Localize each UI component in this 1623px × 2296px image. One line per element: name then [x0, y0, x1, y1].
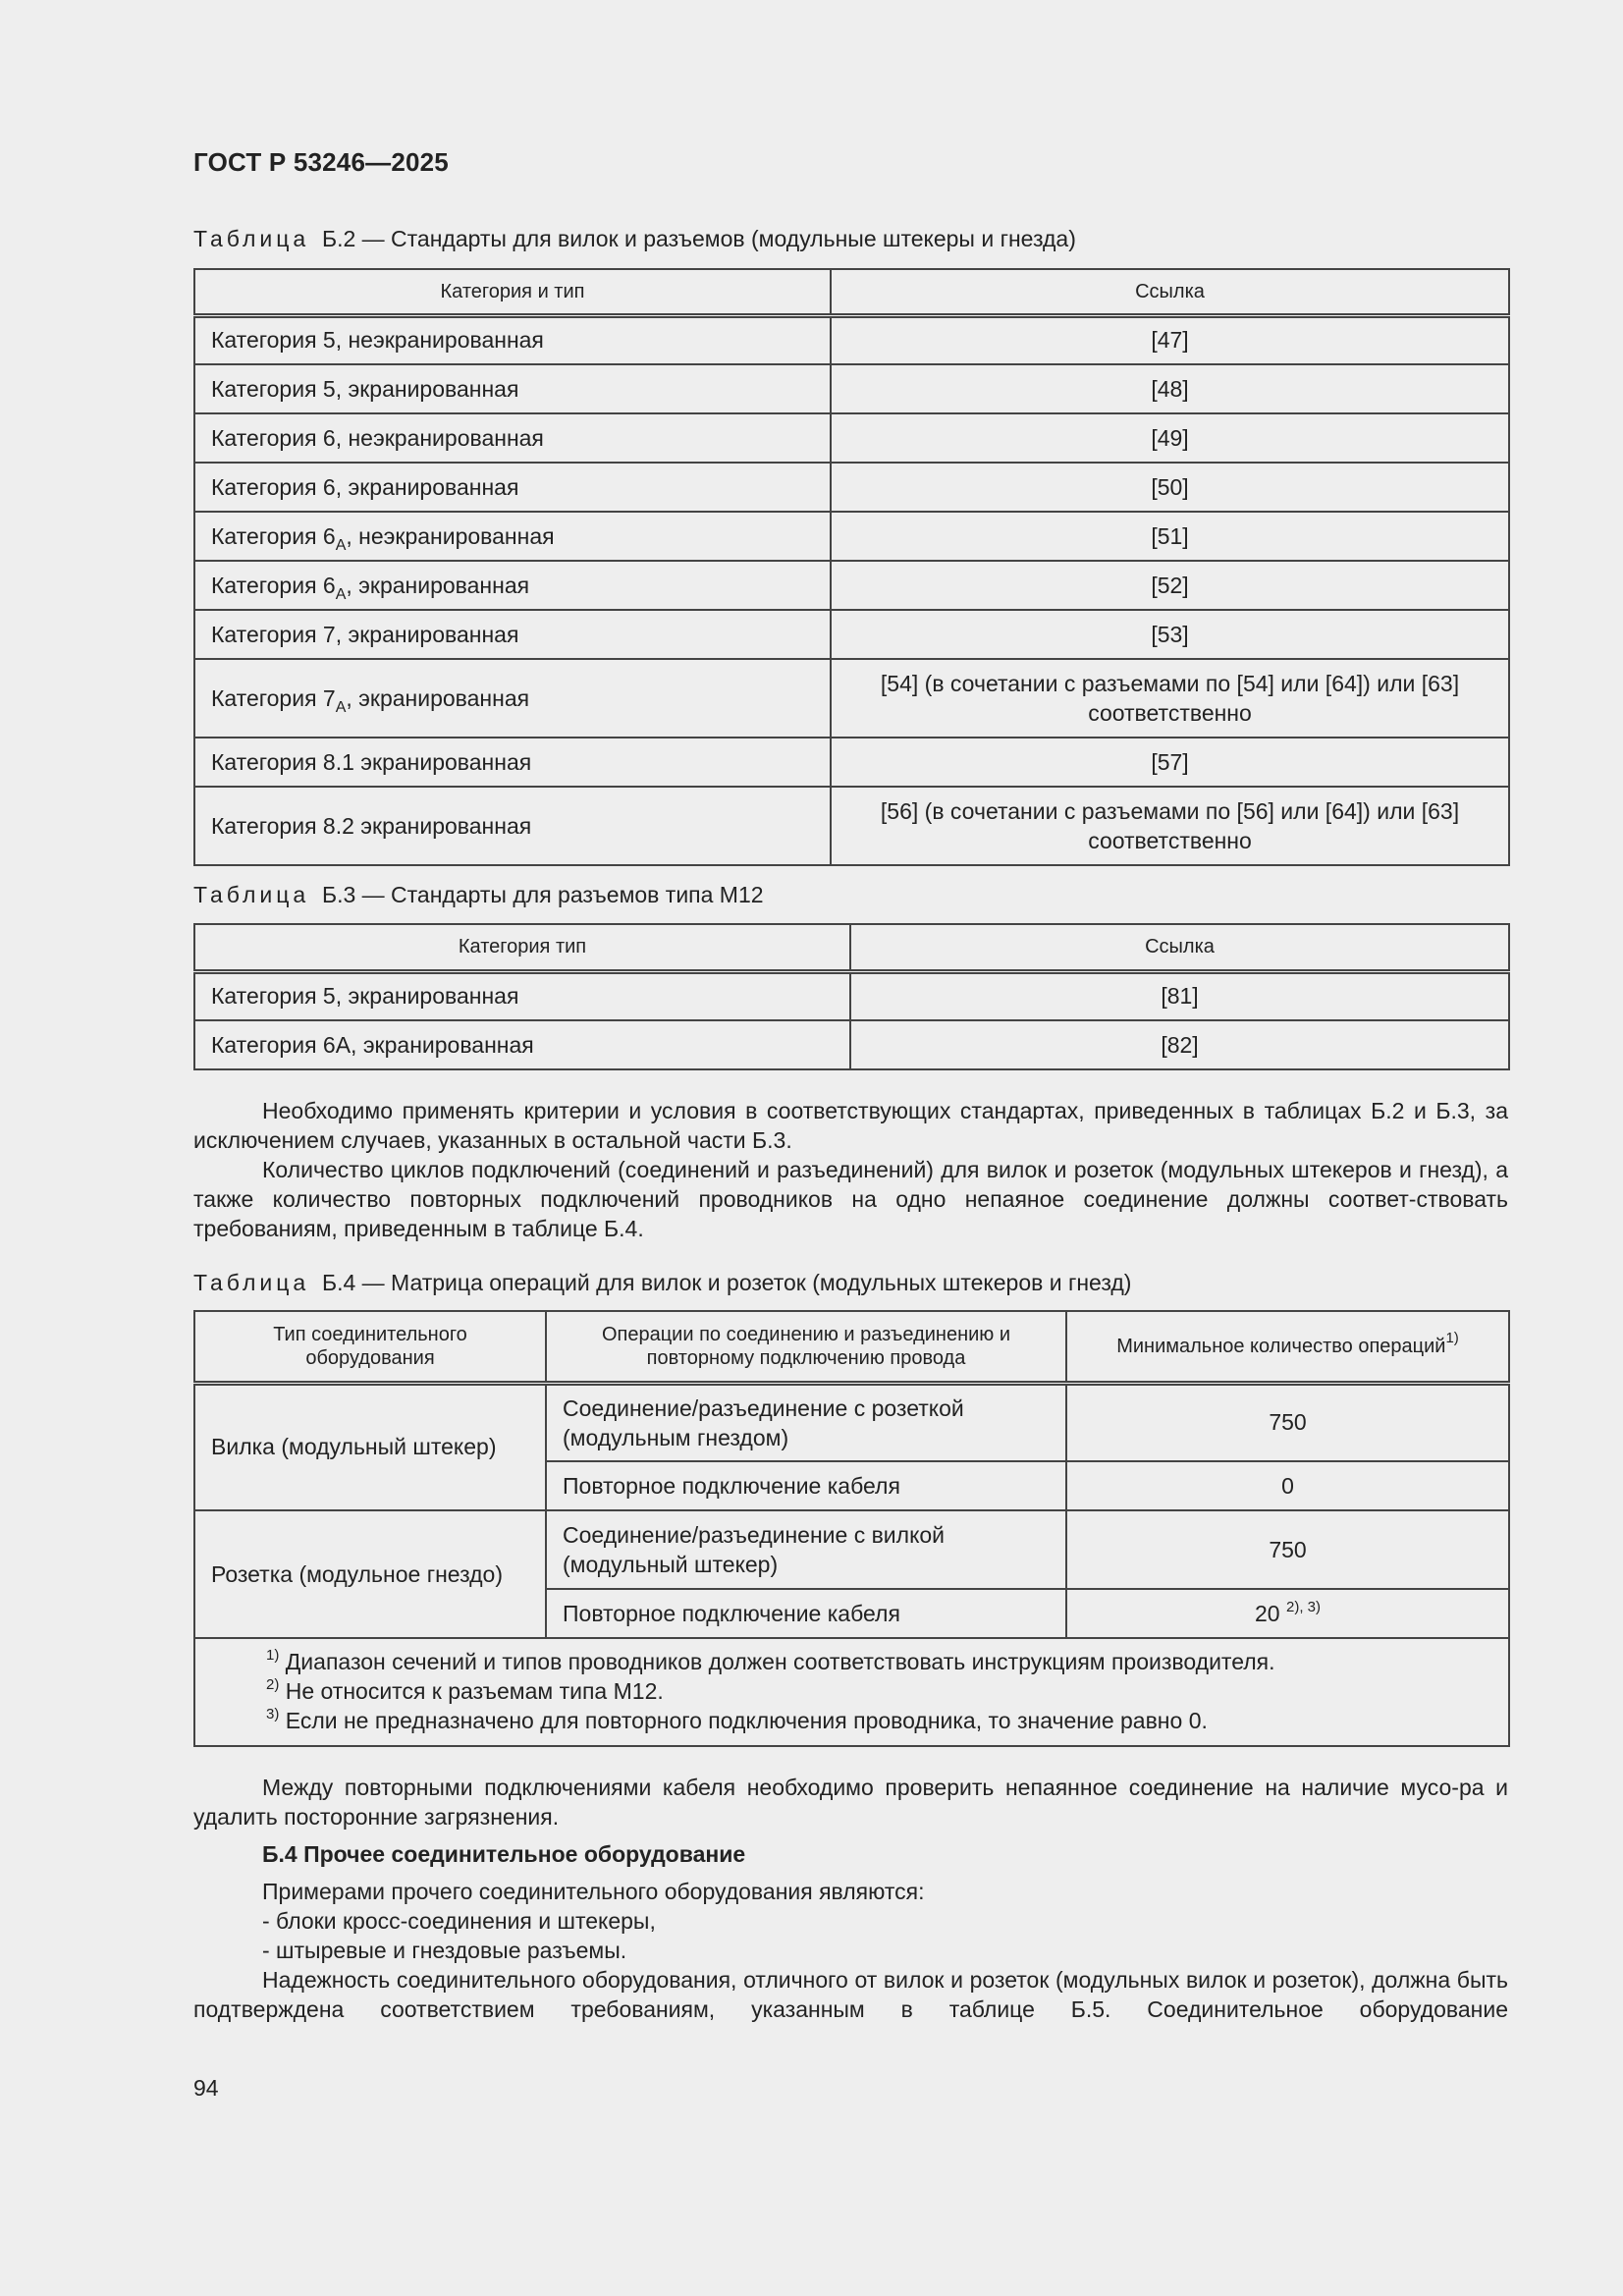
table-row [194, 610, 1509, 659]
section-title: Б.4 Прочее соединительное оборудование [262, 1841, 746, 1867]
operation-cell: Соединение/разъединение с розеткой (модульным гнездом) [546, 1383, 1066, 1461]
column-header: Категория тип [194, 924, 850, 971]
category-text: Категория 6 [211, 572, 336, 598]
table-row [194, 463, 1509, 512]
category-cell [194, 561, 831, 610]
footnote-text: Диапазон сечений и типов проводников должен соответствовать инструкциям производителя. [285, 1649, 1275, 1674]
count-cell: 750 [1066, 1383, 1509, 1461]
document-code: ГОСТ Р 53246—2025 [193, 147, 449, 177]
paragraph: Между повторными подключениями кабеля необходимо проверить непаянное соединение на наличие мусо-ра и удалить посторонние загрязнения. [193, 1775, 1508, 1830]
count-cell: 750 [1066, 1510, 1509, 1589]
column-header: Категория и тип [194, 269, 831, 315]
category-cell: Категория 6, экранированная [194, 463, 831, 512]
category-cell: Категория 6А, экранированная [194, 1020, 850, 1069]
footnote [266, 1676, 1508, 1706]
reference-cell: [50] [831, 463, 1509, 512]
category-text: Категория 7 [211, 684, 336, 711]
count-cell [1066, 1589, 1509, 1638]
reference-line: [54] (в сочетании с разъемами по [54] или [64]) или [63] [880, 671, 1460, 696]
column-header: Операции по соединению и разъединению и повторному подключению провода [546, 1311, 1066, 1383]
paragraph: Примерами прочего соединительного оборудования являются: [262, 1879, 925, 1904]
table-row [194, 561, 1509, 610]
category-text: Категория 6 [211, 522, 336, 549]
subscript: A [335, 585, 347, 603]
footnote [266, 1647, 1508, 1676]
footnotes-cell [194, 1638, 1509, 1746]
category-text: , экранированная [346, 572, 530, 598]
table-row [194, 659, 1509, 738]
equipment-type-cell: Розетка (модульное гнездо) [194, 1510, 546, 1638]
table-b4 [193, 1310, 1510, 1747]
category-text: , экранированная [346, 684, 530, 711]
paragraph: Необходимо применять критерии и условия в соответствующих стандартах, приведенных в таблицах Б.2 и Б.3, за исключением случаев, указанных в остальной части Б.3. [193, 1098, 1508, 1153]
paragraph-block [193, 1096, 1508, 1243]
reference-cell: [81] [850, 971, 1509, 1020]
table-row [194, 787, 1509, 865]
footnote-mark: 1) [1445, 1329, 1459, 1346]
count-cell: 0 [1066, 1461, 1509, 1510]
category-cell: Категория 5, экранированная [194, 971, 850, 1020]
reference-cell [831, 787, 1509, 865]
table-row [194, 738, 1509, 787]
footnote [266, 1706, 1508, 1735]
operation-cell: Соединение/разъединение с вилкой (модульный штекер) [546, 1510, 1066, 1589]
list-item: - штыревые и гнездовые разъемы. [262, 1938, 627, 1963]
list-item: - блоки кросс-соединения и штекеры, [262, 1908, 656, 1934]
category-cell: Категория 6, неэкранированная [194, 413, 831, 463]
reference-cell: [82] [850, 1020, 1509, 1069]
reference-line: соответственно [1088, 700, 1252, 726]
category-cell: Категория 7, экранированная [194, 610, 831, 659]
reference-line: [56] (в сочетании с разъемами по [56] или [64]) или [63] [880, 798, 1460, 824]
reference-cell: [48] [831, 364, 1509, 413]
footnote-text: Не относится к разъемам типа М12. [285, 1678, 664, 1704]
reference-cell: [51] [831, 512, 1509, 561]
reference-cell: [47] [831, 315, 1509, 364]
category-cell: Категория 8.2 экранированная [194, 787, 831, 865]
table-b4-caption [193, 1270, 1131, 1296]
table-b3 [193, 923, 1510, 1070]
paragraph: Количество циклов подключений (соединений и разъединений) для вилок и розеток (модульных штекеров и гнезд), а также количество повторных подключений проводников на одно непаяное соединение должны соответ-ствовать требованиям, приведенным в таблице Б.4. [193, 1157, 1508, 1241]
table-b2-caption [193, 226, 1076, 252]
table-row [194, 364, 1509, 413]
table-footnotes [194, 1638, 1509, 1746]
operation-cell: Повторное подключение кабеля [546, 1589, 1066, 1638]
operation-cell: Повторное подключение кабеля [546, 1461, 1066, 1510]
footnote-mark: 1) [266, 1647, 280, 1664]
category-cell [194, 512, 831, 561]
table-row [194, 315, 1509, 364]
category-cell: Категория 5, неэкранированная [194, 315, 831, 364]
equipment-type-cell: Вилка (модульный штекер) [194, 1383, 546, 1510]
category-cell: Категория 5, экранированная [194, 364, 831, 413]
reference-cell: [57] [831, 738, 1509, 787]
caption-text: Б.4 — Матрица операций для вилок и розеток (модульных штекеров и гнезд) [321, 1270, 1132, 1295]
table-b3-caption [193, 882, 764, 908]
category-text: , неэкранированная [346, 522, 555, 549]
page-number: 94 [193, 2075, 219, 2101]
paragraph: Надежность соединительного оборудования, отличного от вилок и розеток (модульных вилок и розеток), должна быть подтверждена соответствием требованиям, указанным в таблице Б.5. Соединительное оборудование [193, 1967, 1508, 2022]
header-text: Минимальное количество операций [1116, 1335, 1446, 1357]
caption-prefix: Таблица [193, 1270, 310, 1295]
caption-prefix: Таблица [193, 882, 310, 907]
reference-cell [831, 659, 1509, 738]
footnote-mark: 2), 3) [1285, 1598, 1321, 1615]
caption-text: Б.3 — Стандарты для разъемов типа М12 [321, 882, 764, 907]
table-b2 [193, 268, 1510, 866]
table-row [194, 971, 1509, 1020]
reference-cell: [53] [831, 610, 1509, 659]
column-header: Тип соединительного оборудования [194, 1311, 546, 1383]
column-header [1066, 1311, 1509, 1383]
category-cell: Категория 8.1 экранированная [194, 738, 831, 787]
reference-cell: [52] [831, 561, 1509, 610]
table-row [194, 512, 1509, 561]
caption-prefix: Таблица [193, 226, 310, 251]
category-cell [194, 659, 831, 738]
footnote-mark: 2) [266, 1676, 280, 1693]
table-row [194, 1383, 1509, 1461]
table-row [194, 413, 1509, 463]
column-header: Ссылка [850, 924, 1509, 971]
count-value: 20 [1255, 1600, 1280, 1626]
table-row [194, 1020, 1509, 1069]
reference-line: соответственно [1088, 828, 1252, 853]
footnote-mark: 3) [266, 1706, 280, 1722]
reference-cell: [49] [831, 413, 1509, 463]
column-header: Ссылка [831, 269, 1509, 315]
footnote-text: Если не предназначено для повторного подключения проводника, то значение равно 0. [285, 1708, 1208, 1733]
subscript: A [335, 536, 347, 554]
paragraph-block [193, 1773, 1508, 2024]
subscript: A [335, 698, 347, 716]
table-row [194, 1510, 1509, 1589]
caption-text: Б.2 — Стандарты для вилок и разъемов (модульные штекеры и гнезда) [321, 226, 1076, 251]
